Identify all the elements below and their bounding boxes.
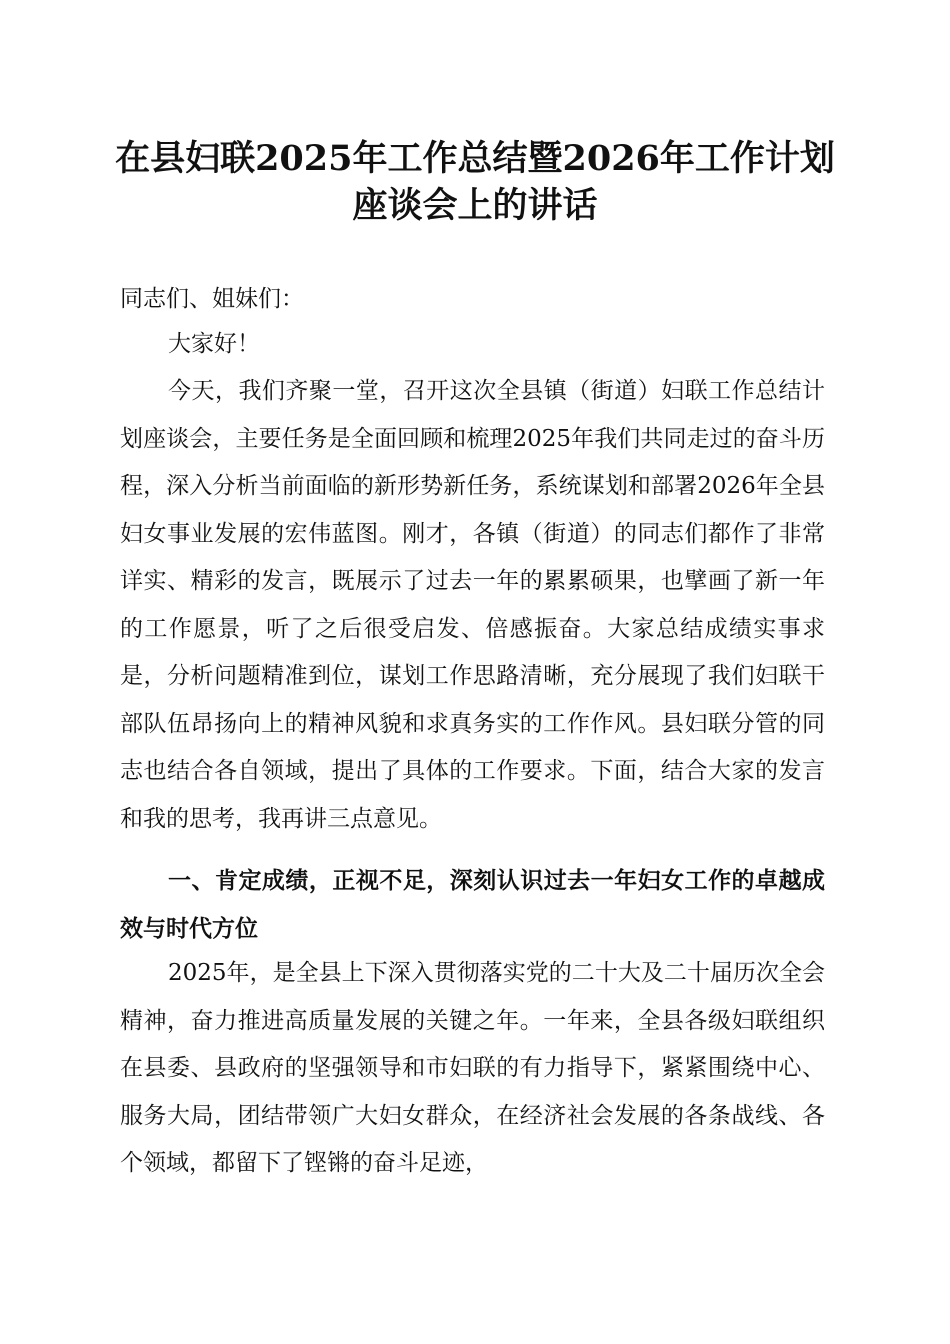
document-title-line-1: 在县妇联2025年工作总结暨2026年工作计划 xyxy=(115,138,835,179)
document-title-line-2: 座谈会上的讲话 xyxy=(352,185,598,226)
opening-paragraph: 今天，我们齐聚一堂，召开这次全县镇（街道）妇联工作总结计划座谈会，主要任务是全面回顾和梳理2025年我们共同走过的奋斗历程，深入分析当前面临的新形势新任务，系统谋划和部署2026年全县妇女事业发展的宏伟蓝图。刚才，各镇（街道）的同志们都作了非常详实、精彩的发言，既展示了过去一年的累累硕果，也擘画了新一年的工作愿景，听了之后很受启发、倍感振奋。大家总结成绩实事求是，分析问题精准到位，谋划工作思路清晰，充分展现了我们妇联干部队伍昂扬向上的精神风貌和求真务实的工作作风。县妇联分管的同志也结合各自领域，提出了具体的工作要求。下面，结合大家的发言和我的思考，我再讲三点意见。 xyxy=(120,378,825,832)
greeting: 大家好！ xyxy=(168,331,260,357)
section-heading-1: 一、肯定成绩，正视不足，深刻认识过去一年妇女工作的卓越成效与时代方位 xyxy=(120,868,825,942)
salutation: 同志们、姐妹们： xyxy=(120,286,304,312)
section-1-paragraph: 2025年，是全县上下深入贯彻落实党的二十大及二十届历次全会精神，奋力推进高质量发展的关键之年。一年来，全县各级妇联组织在县委、县政府的坚强领导和市妇联的有力指导下，紧紧围绕中心、服务大局，团结带领广大妇女群众，在经济社会发展的各条战线、各个领域，都留下了铿锵的奋斗足迹， xyxy=(120,960,825,1176)
